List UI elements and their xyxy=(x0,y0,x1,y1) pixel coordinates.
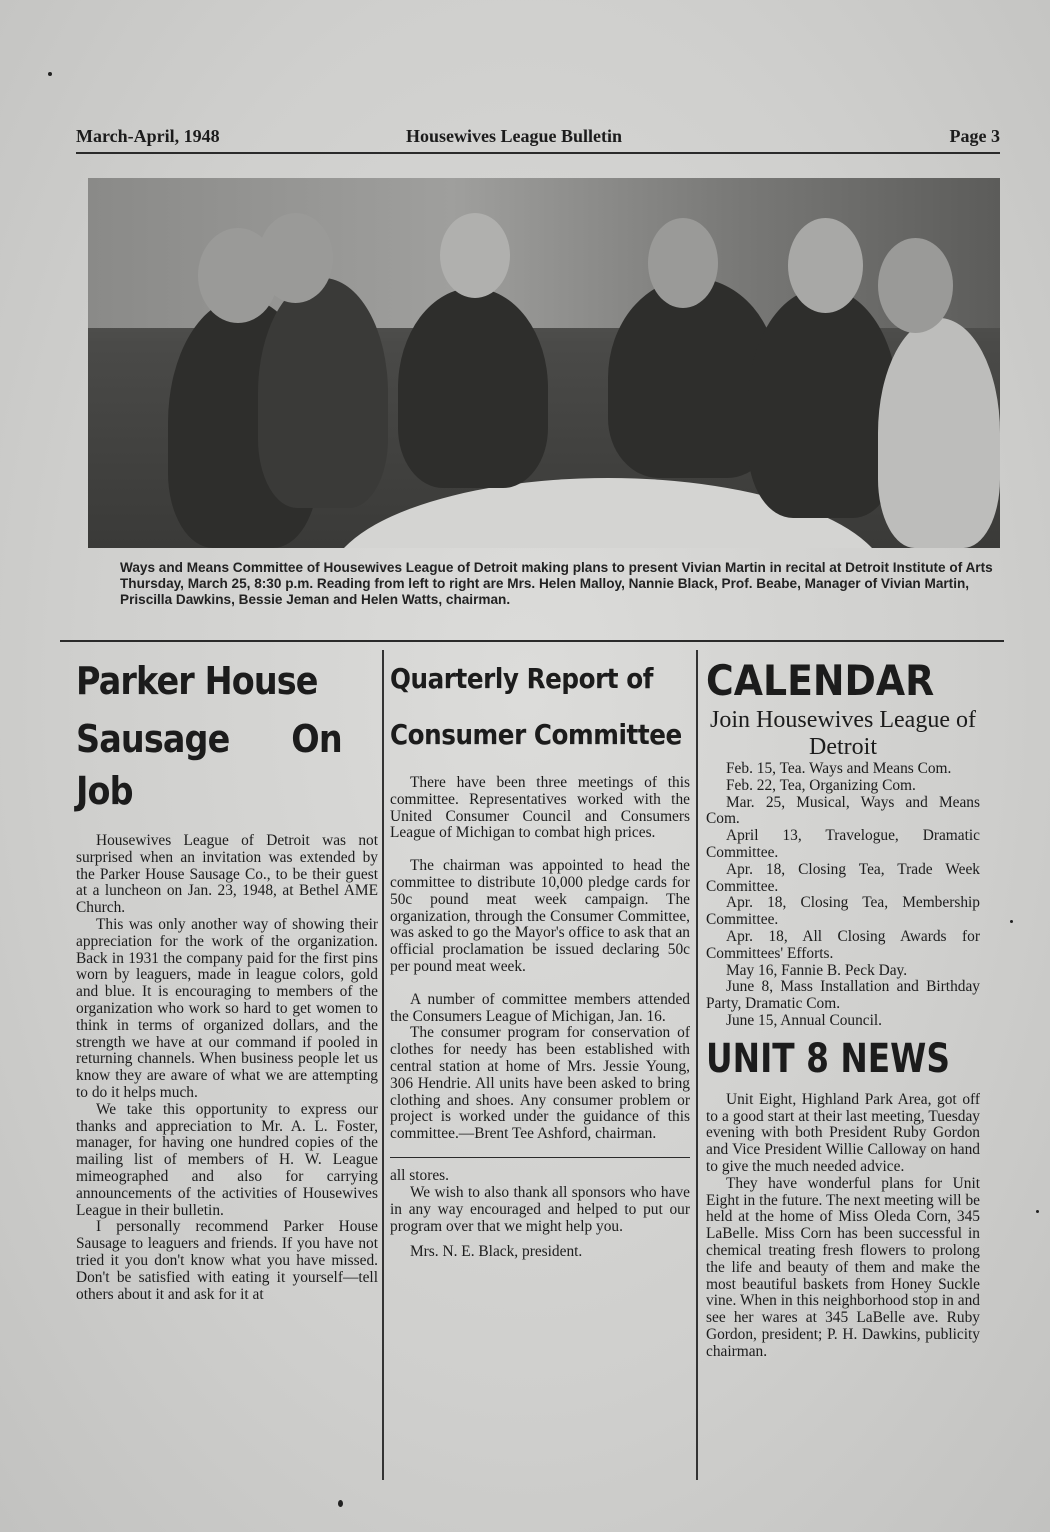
calendar-event: May 16, Fannie B. Peck Day. xyxy=(726,961,908,979)
photo-face xyxy=(440,213,510,298)
article-paragraph: The consumer program for conservation of clothes for needy has been established with central station at home of Mrs. Jessie Young, 306 Hendrie. All units have been asked to bring clothing and shoes. Any consumer problem or project is worked under the guidance of this committee.—Brent Tee Ashford, chairman. xyxy=(390,1024,690,1143)
page-header xyxy=(76,124,1000,152)
section-rule xyxy=(390,1157,690,1159)
headline-line-1: Parker House xyxy=(76,659,318,703)
calendar-event: Apr. 18, Closing Tea, Trade Week Committee. xyxy=(706,860,980,895)
photo-face xyxy=(878,238,953,333)
calendar-event: Apr. 18, All Closing Awards for Committees' Efforts. xyxy=(706,927,980,962)
paper-speck xyxy=(1010,920,1013,923)
issue-date: March-April, 1948 xyxy=(76,126,220,146)
photo-face xyxy=(648,218,718,308)
article-paragraph: There have been three meetings of this committee. Representatives worked with the United Consumer Council and Consumers League of Michigan to combat high prices. xyxy=(390,774,690,842)
calendar-event: June 15, Annual Council. xyxy=(726,1011,883,1029)
unit-news-paragraph: Unit Eight, Highland Park Area, got off to a good start at their last meeting, Tuesday evening with both President Ruby Gordon and Vice President Willie Calloway on hand to give the much needed advice. xyxy=(706,1090,980,1175)
article-paragraph: Housewives League of Detroit was not surprised when an invitation was extended by the Parker House Sausage Co., to be their guest at a luncheon on Jan. 23, 1948, at Bethel AME Church. xyxy=(76,832,378,917)
article-paragraph: A number of committee members attended the Consumers League of Michigan, Jan. 16. xyxy=(390,990,690,1025)
committee-photo xyxy=(88,178,1000,548)
paper-speck xyxy=(338,1500,343,1507)
calendar-event: April 13, Travelogue, Dramatic Committee. xyxy=(706,827,980,861)
publication-title: Housewives League Bulletin xyxy=(406,126,623,146)
unit-news-paragraph: They have wonderful plans for Unit Eight in the future. The next meeting will be held at the home of Miss Oleda Corn, 345 LaBelle. Miss Corn has been successful in chemical treating fresh flowers to prolong the life and beauty of them and make the most beautiful baskets from Honey Suckle vine. When in this neighborhood stop in and see her wares at 345 LaBelle ave. Ruby Gordon, president; P. H. Dawkins, publicity chairman. xyxy=(706,1174,980,1360)
calendar-event: Feb. 22, Tea, Organizing Com. xyxy=(726,776,916,794)
photo-face xyxy=(788,218,863,313)
article-paragraph: We take this opportunity to express our thanks and appreciation to Mr. A. L. Foster, manager, for having one hundred copies of the mailing list of members of H. W. League mimeographed and also for carrying announcements of the activities of Housewives League in their bulletin. xyxy=(76,1100,378,1219)
calendar-event: Mar. 25, Musical, Ways and Means Com. xyxy=(706,793,980,828)
photo-face xyxy=(258,213,333,303)
headline-line-1: Quarterly Report of xyxy=(390,662,654,695)
headline-line-2: Consumer Committee xyxy=(390,718,682,751)
article-paragraph: I personally recommend Parker House Sausage to leaguers and friends. If you have not tried it you don't know what you have missed. Don't be satisfied with eating it yourself—tell others about it and ask for it at xyxy=(76,1218,378,1303)
article-consumer-committee xyxy=(390,655,690,1260)
calendar-column xyxy=(706,655,980,1361)
header-rule xyxy=(76,152,1000,154)
photo-figure xyxy=(398,288,548,488)
photo-figure xyxy=(258,278,388,508)
continued-text: all stores. xyxy=(390,1167,449,1185)
column-rule xyxy=(382,650,384,1480)
article-paragraph: This was only another way of showing their appreciation for the work of the organization. Back in 1931 the company paid for the first pins worn by leaguers, made in league colors, gold and blue. It is encouraging to members of the organization who work so hard to get women to think in terms of organized dollars, and the strength we have at our command if pooled in returning channels. When business people let us know they are aware of what we are attempting to do it helps much. xyxy=(76,915,378,1101)
paper-speck xyxy=(48,72,52,76)
calendar-title: CALENDAR xyxy=(706,656,935,705)
signoff: Mrs. N. E. Black, president. xyxy=(410,1242,583,1260)
caption-rule xyxy=(60,640,1004,642)
photo-caption xyxy=(88,560,1000,608)
photo-caption-text: Ways and Means Committee of Housewives League of Detroit making plans to present Vivian Martin in recital at Detroit Institute of Arts Thursday, March 25, 8:30 p.m. Reading from left to right are Mrs. Helen Malloy, Nannie Black, Prof. Beabe, Manager of Vivian Martin, Priscilla Dawkins, Bessie Jeman and Helen Watts, chairman. xyxy=(120,560,993,607)
article-parker-house xyxy=(76,655,378,1303)
unit-news-title: UNIT 8 NEWS xyxy=(706,1035,950,1082)
page-number: Page 3 xyxy=(949,126,1000,146)
paper-speck xyxy=(1036,1210,1039,1213)
article-paragraph: The chairman was appointed to head the committee to distribute 10,000 pledge cards for 50c pound meat week campaign. The organization, through the Consumer Committee, was asked to go the Mayor's office to ask that an official proclamation be issued declaring 50c per pound meat week. xyxy=(390,857,690,975)
headline-line-2: Sausage On Job xyxy=(76,717,342,813)
calendar-list xyxy=(706,761,980,1030)
photo-figure xyxy=(878,318,1000,548)
calendar-event: Apr. 18, Closing Tea, Membership Committee. xyxy=(706,894,980,929)
calendar-event: June 8, Mass Installation and Birthday Party, Dramatic Com. xyxy=(706,978,980,1013)
column-rule xyxy=(696,650,698,1480)
photo-figure xyxy=(748,288,898,518)
article-paragraph: We wish to also thank all sponsors who have in any way encouraged and helped to put our program over that we might help you. xyxy=(390,1184,690,1235)
calendar-event: Feb. 15, Tea. Ways and Means Com. xyxy=(726,760,952,777)
calendar-subtitle: Join Housewives League of Detroit xyxy=(710,707,976,760)
